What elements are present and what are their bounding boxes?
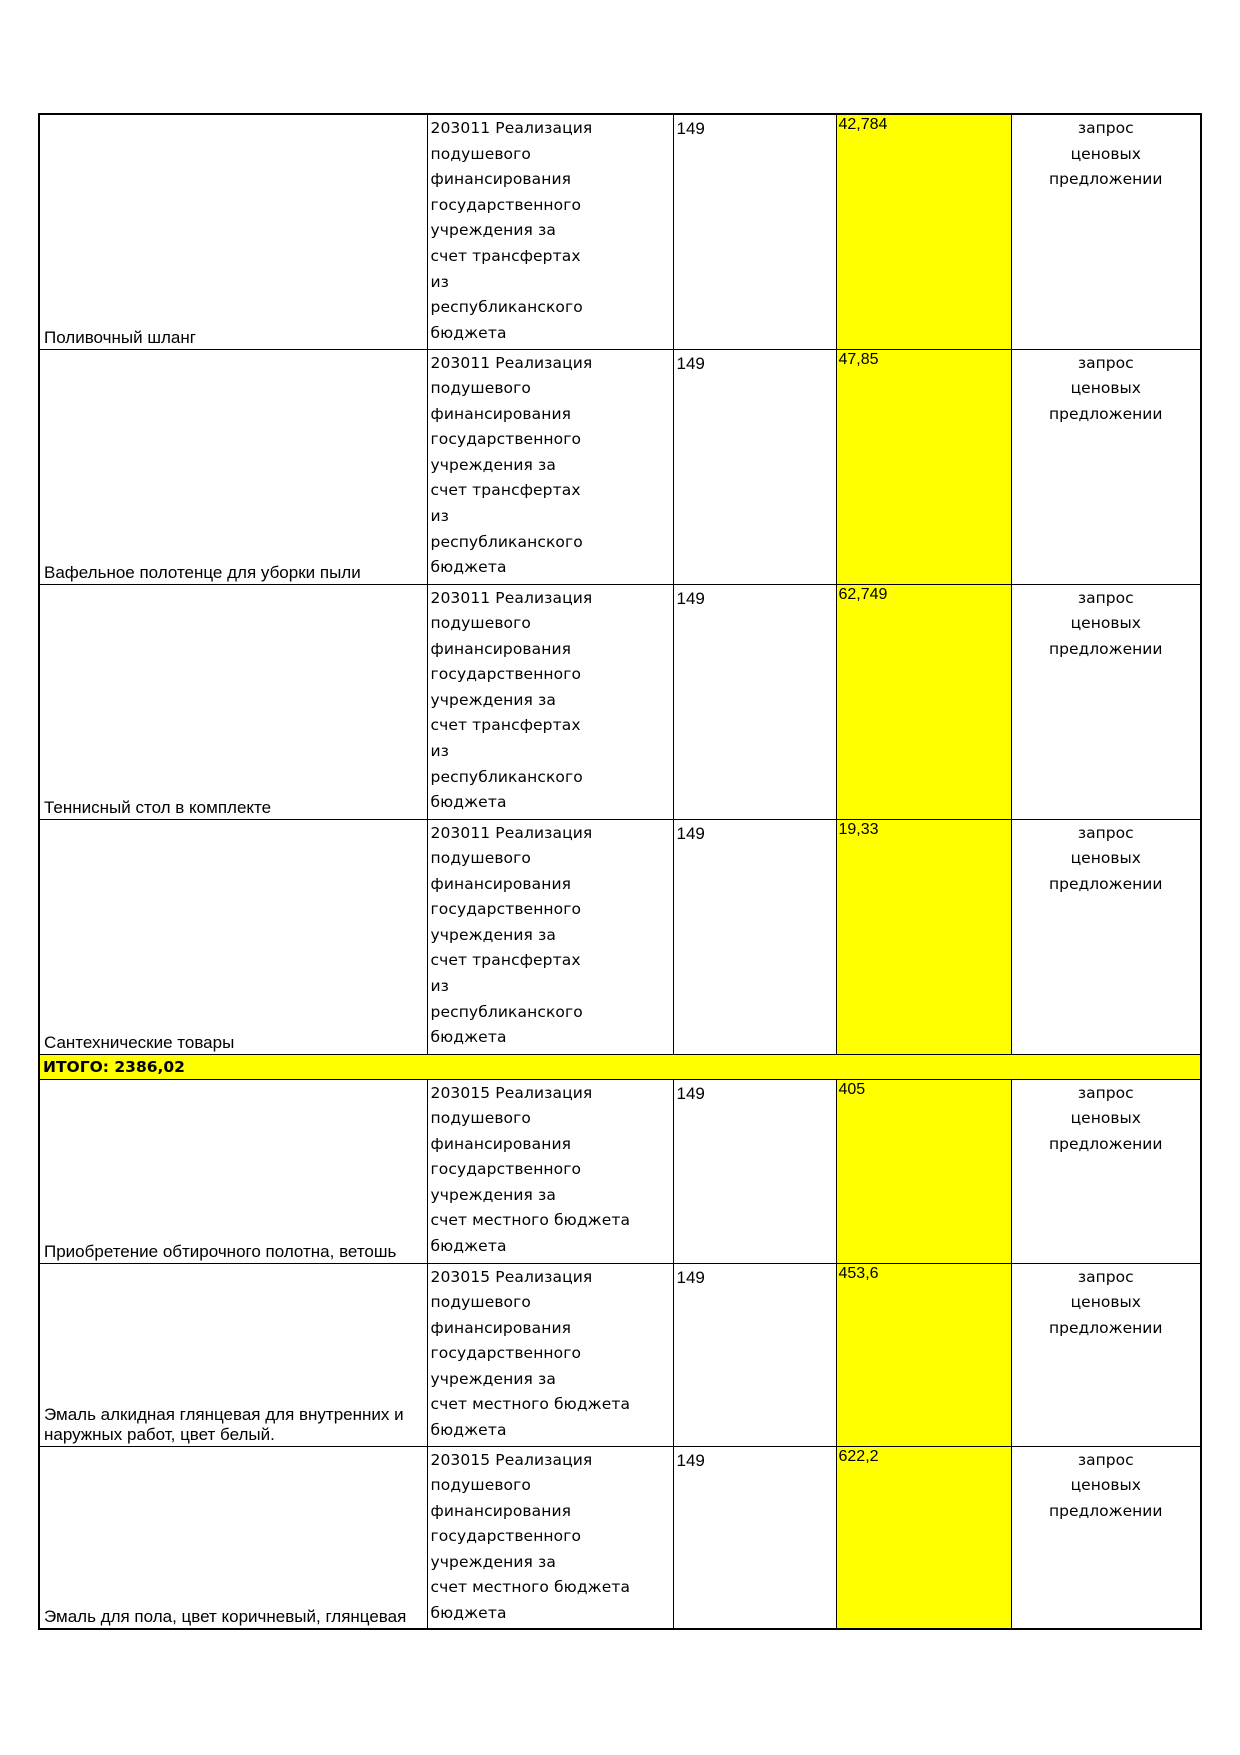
table-row [39, 349, 1201, 584]
amount-cell: 405 [836, 1079, 1011, 1263]
funding-description: 203011 Реализация подушевого финансирования государственного учреждения за счет трансфертах из республиканского бюджета [427, 349, 673, 584]
specifics-code: 149 [673, 349, 836, 584]
specifics-code: 149 [673, 114, 836, 349]
table-row [39, 114, 1201, 349]
item-name: Эмаль алкидная глянцевая для внутренних и наружных работ, цвет белый. [39, 1263, 427, 1446]
procurement-method: запрос ценовых предложении [1011, 349, 1201, 584]
procurement-method: запрос ценовых предложении [1011, 584, 1201, 819]
amount-cell: 19,33 [836, 819, 1011, 1054]
table-row [39, 584, 1201, 819]
procurement-method: запрос ценовых предложении [1011, 114, 1201, 349]
procurement-method: запрос ценовых предложении [1011, 819, 1201, 1054]
table-row [39, 1263, 1201, 1446]
table-row [39, 819, 1201, 1054]
amount-cell: 622,2 [836, 1446, 1011, 1629]
total-row [39, 1054, 1201, 1079]
procurement-method: запрос ценовых предложении [1011, 1079, 1201, 1263]
funding-description: 203011 Реализация подушевого финансирования государственного учреждения за счет трансфертах из республиканского бюджета [427, 114, 673, 349]
specifics-code: 149 [673, 584, 836, 819]
specifics-code: 149 [673, 819, 836, 1054]
funding-description: 203011 Реализация подушевого финансирования государственного учреждения за счет трансфертах из республиканского бюджета [427, 584, 673, 819]
table-row [39, 1446, 1201, 1629]
item-name: Сантехнические товары [39, 819, 427, 1054]
specifics-code: 149 [673, 1446, 836, 1629]
item-name: Поливочный шланг [39, 114, 427, 349]
item-name: Приобретение обтирочного полотна, ветошь [39, 1079, 427, 1263]
amount-cell: 453,6 [836, 1263, 1011, 1446]
funding-description: 203015 Реализация подушевого финансирования государственного учреждения за счет местного бюджета бюджета [427, 1446, 673, 1629]
funding-description: 203015 Реализация подушевого финансирования государственного учреждения за счет местного бюджета бюджета [427, 1079, 673, 1263]
funding-description: 203011 Реализация подушевого финансирования государственного учреждения за счет трансфертах из республиканского бюджета [427, 819, 673, 1054]
item-name: Вафельное полотенце для уборки пыли [39, 349, 427, 584]
specifics-code: 149 [673, 1079, 836, 1263]
funding-description: 203015 Реализация подушевого финансирования государственного учреждения за счет местного бюджета бюджета [427, 1263, 673, 1446]
item-name: Теннисный стол в комплекте [39, 584, 427, 819]
table-row [39, 1079, 1201, 1263]
total-label: ИТОГО: 2386,02 [39, 1054, 1201, 1079]
item-name: Эмаль для пола, цвет коричневый, глянцевая [39, 1446, 427, 1629]
amount-cell: 42,784 [836, 114, 1011, 349]
procurement-method: запрос ценовых предложении [1011, 1446, 1201, 1629]
amount-cell: 47,85 [836, 349, 1011, 584]
specifics-code: 149 [673, 1263, 836, 1446]
procurement-table [38, 113, 1202, 1630]
procurement-method: запрос ценовых предложении [1011, 1263, 1201, 1446]
amount-cell: 62,749 [836, 584, 1011, 819]
